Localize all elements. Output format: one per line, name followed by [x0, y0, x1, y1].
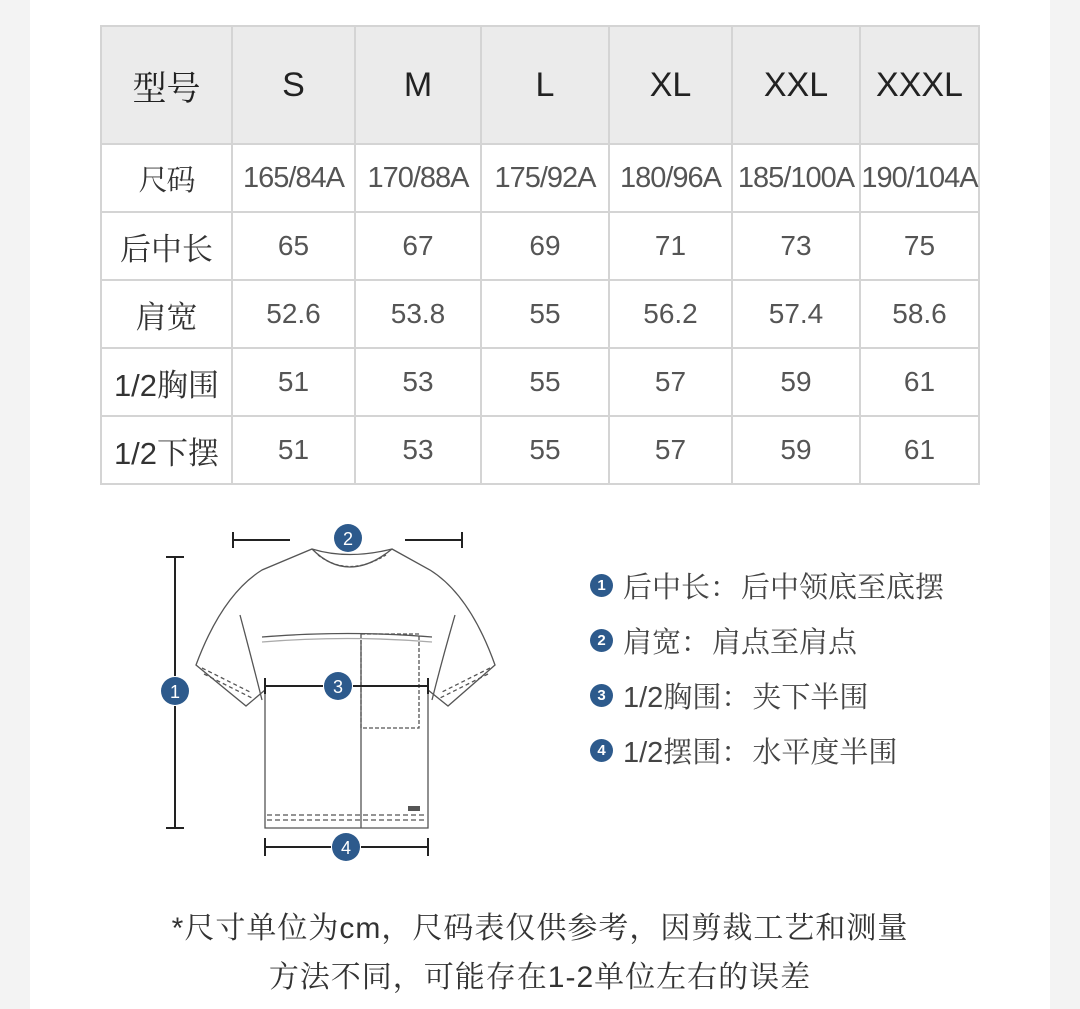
table-row-length [101, 212, 979, 280]
header-cell-l: L [481, 26, 609, 144]
row-label: 1/2下摆 [101, 416, 232, 484]
table-cell: 55 [481, 416, 609, 484]
marker-4 [332, 833, 360, 861]
legend-separator: ： [710, 572, 740, 604]
marker-1 [161, 677, 189, 705]
svg-text:1: 1 [169, 682, 181, 702]
table-cell: 190/104A [860, 144, 979, 212]
legend-item-length [590, 558, 944, 613]
table-cell: 185/100A [732, 144, 860, 212]
table-row-shoulder [101, 280, 979, 348]
table-cell: 53.8 [355, 280, 481, 348]
size-table [100, 25, 980, 485]
table-cell: 56.2 [609, 280, 732, 348]
table-cell: 53 [355, 348, 481, 416]
legend-separator: ： [681, 627, 711, 659]
table-cell: 175/92A [481, 144, 609, 212]
legend-item-shoulder [590, 613, 944, 668]
header-cell-xxxl: XXXL [860, 26, 979, 144]
table-row-chest [101, 348, 979, 416]
table-cell: 170/88A [355, 144, 481, 212]
legend-marker: 4 [590, 739, 613, 762]
disclaimer-line-1: *尺寸单位为cm，尺码表仅供参考，因剪裁工艺和测量 [171, 912, 909, 945]
legend-term: 肩宽 [623, 627, 682, 659]
legend-item-hem [590, 723, 944, 778]
legend-desc: 夹下半围 [752, 682, 869, 714]
legend-desc: 后中领底至底摆 [741, 572, 945, 604]
table-cell: 55 [481, 280, 609, 348]
row-label: 1/2胸围 [101, 348, 232, 416]
header-cell-model: 型号 [101, 26, 232, 144]
row-label: 肩宽 [101, 280, 232, 348]
legend-term: 1/2摆围 [623, 737, 722, 769]
legend-desc: 水平度半围 [752, 737, 898, 769]
svg-text:4: 4 [340, 838, 352, 858]
table-cell: 58.6 [860, 280, 979, 348]
table-row-size [101, 144, 979, 212]
table-cell: 65 [232, 212, 355, 280]
table-header-row [101, 26, 979, 144]
table-cell: 165/84A [232, 144, 355, 212]
row-label: 尺码 [101, 144, 232, 212]
table-cell: 180/96A [609, 144, 732, 212]
row-label: 后中长 [101, 212, 232, 280]
legend-marker: 2 [590, 629, 613, 652]
table-cell: 61 [860, 348, 979, 416]
legend-marker: 1 [590, 574, 613, 597]
table-cell: 57 [609, 348, 732, 416]
table-cell: 57.4 [732, 280, 860, 348]
marker-2 [334, 524, 362, 552]
table-cell: 71 [609, 212, 732, 280]
table-cell: 51 [232, 416, 355, 484]
table-cell: 73 [732, 212, 860, 280]
legend-desc: 肩点至肩点 [712, 627, 858, 659]
legend-separator: ： [721, 682, 751, 714]
table-cell: 59 [732, 416, 860, 484]
table-cell: 75 [860, 212, 979, 280]
header-cell-xl: XL [609, 26, 732, 144]
svg-text:2: 2 [342, 529, 354, 549]
header-cell-xxl: XXL [732, 26, 860, 144]
table-cell: 69 [481, 212, 609, 280]
legend-item-chest [590, 668, 944, 723]
legend-term: 1/2胸围 [623, 682, 722, 714]
marker-3 [324, 672, 352, 700]
table-cell: 61 [860, 416, 979, 484]
header-cell-s: S [232, 26, 355, 144]
table-cell: 51 [232, 348, 355, 416]
svg-text:3: 3 [332, 677, 344, 697]
table-cell: 52.6 [232, 280, 355, 348]
header-cell-m: M [355, 26, 481, 144]
table-row-hem [101, 416, 979, 484]
legend-marker: 3 [590, 684, 613, 707]
table-cell: 53 [355, 416, 481, 484]
disclaimer-line-2: 方法不同，可能存在1-2单位左右的误差 [268, 961, 812, 994]
measurement-legend [590, 558, 944, 778]
table-cell: 55 [481, 348, 609, 416]
table-cell: 67 [355, 212, 481, 280]
tshirt-measurement-diagram [150, 520, 510, 865]
table-cell: 59 [732, 348, 860, 416]
legend-term: 后中长 [623, 572, 711, 604]
legend-separator: ： [721, 737, 751, 769]
table-cell: 57 [609, 416, 732, 484]
